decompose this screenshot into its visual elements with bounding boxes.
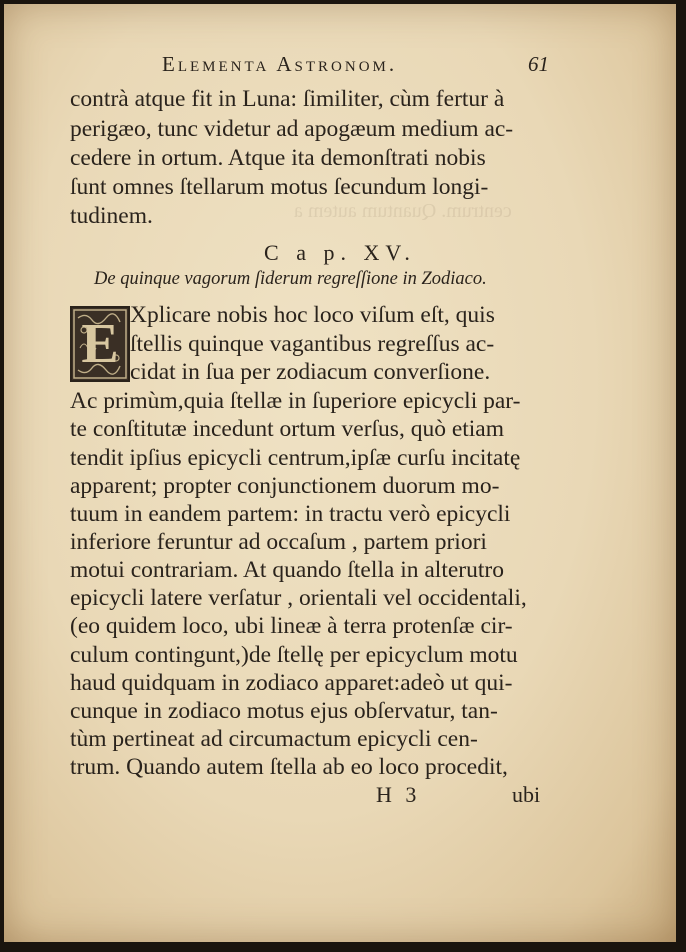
page-footer [4,782,676,812]
signature-mark: H 3 [376,782,421,807]
page-number: 61 [528,52,549,76]
text-line: cidat in ſua per zodiacum converſione. [130,359,491,385]
text-line: (eo quidem loco, ubi lineæ à terra protenſæ cir- [70,613,513,639]
text-line: ſunt omnes ſtellarum motus ſecundum longi- [70,174,489,200]
text-line: Ac primùm,quia ſtellæ in ſuperiore epicycli par- [70,388,521,414]
text-line: te conſtitutæ incedunt ortum verſus, quò etiam [70,416,505,442]
text-line: cedere in ortum. Atque ita demonſtrati nobis [70,145,486,171]
text-line: Xplicare nobis hoc loco viſum eſt, quis [130,302,495,328]
text-line: tùm pertineat ad circumactum epicycli cen- [70,726,478,752]
page-header [162,52,549,82]
text-line: trum. Quando autem ſtella ab eo loco procedit, [70,754,508,780]
text-line: apparent; propter conjunctionem duorum mo- [70,473,500,499]
text-line: epicycli latere verſatur , orientali vel occidentali, [70,585,527,611]
text-line: tudinem. [70,203,153,229]
book-page [4,4,676,942]
catchword: ubi [512,782,541,807]
text-line: haud quidquam in zodiaco apparet:adeò ut qui- [70,670,513,696]
text-line: motui contrariam. At quando ſtella in alterutro [70,557,504,583]
show-through-text: centrum. Quantum autem a [294,200,512,222]
text-line: ſtellis quinque vagantibus regreſſus ac- [130,331,495,357]
text-line: tendit ipſius epicycli centrum,ipſæ curſu incitatę [70,445,521,471]
text-line: tuum in eandem partem: in tractu verò epicycli [70,501,511,527]
text-line: cunque in zodiaco motus ejus obſervatur, tan- [70,698,498,724]
chapter-subtitle: De quinque vagorum ſiderum regreſſione in Zodiaco. [94,269,487,289]
text-line: perigæo, tunc videtur ad apogæum medium ac- [70,116,514,142]
initial-letter: E [81,313,119,375]
text-line: contrà atque fit in Luna: ſimiliter, cùm fertur à [70,86,505,112]
running-title: Elementa Astronom. [162,52,398,76]
decorated-initial [70,306,130,382]
text-line: culum contingunt,)de ſtellę per epicyclum motu [70,642,518,668]
text-line: inferiore feruntur ad occaſum , partem priori [70,529,487,555]
chapter-title: C a p. XV. [264,240,416,265]
